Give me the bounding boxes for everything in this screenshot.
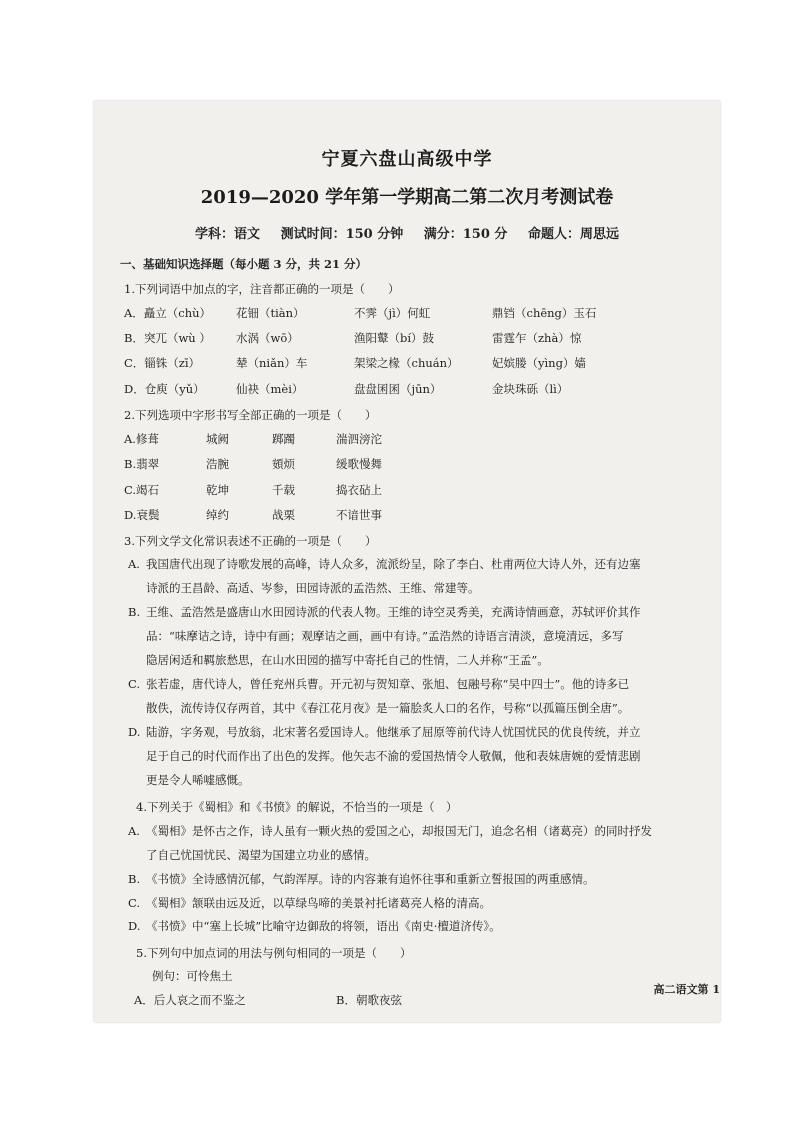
q1-option-a-1: A．矗立（chù）	[124, 306, 212, 320]
q3-option-c	[128, 672, 698, 720]
q1-option-b-4: 雷霆乍（zhà）惊	[492, 331, 582, 345]
q1-option-d-2: 仙袂（mèi）	[236, 382, 304, 396]
subject-label: 学科：语文	[195, 227, 261, 242]
q2-option-b-3: 頞烦	[272, 457, 295, 471]
q5-example: 例句：可怜焦土	[152, 969, 233, 983]
q3-option-d	[128, 720, 698, 792]
q1-option-a-3: 不霁（jì）何虹	[354, 306, 431, 320]
exam-info	[94, 223, 720, 242]
exam-paper	[94, 101, 720, 1022]
q3-option-d-line-3: 更是令人唏嘘感慨。	[146, 773, 250, 787]
q2-option-d-4: 不谙世事	[336, 508, 382, 522]
q1-option-a-4: 鼎铛（chēng）玉石	[492, 306, 597, 320]
q2-option-d-2: 绰约	[206, 508, 229, 522]
q1-option-c-3: 架梁之椽（chuán）	[354, 356, 459, 370]
q3-option-b-line-1: 王维、孟浩然是盛唐山水田园诗派的代表人物。王维的诗空灵秀美，充满诗情画意，苏轼评价其作	[146, 605, 641, 619]
q1-option-b-1: B．突兀（wù ）	[124, 331, 211, 345]
q4-option-c-line-1: 《蜀相》颔联由远及近，以草绿鸟啼的美景衬托诸葛亮人格的清高。	[146, 896, 491, 910]
q5-option-a: A．后人哀之而不鉴之	[134, 993, 246, 1007]
q4-option-a-line-2: 了自己忧国忧民、渴望为国建立功业的感情。	[146, 848, 376, 862]
q3-option-a-label: A.	[128, 557, 140, 571]
q2-option-b-1: B.翡翠	[124, 457, 160, 471]
q5-option-b: B．朝歌夜弦	[336, 993, 402, 1007]
question-2-stem: 2.下列选项中字形书写全部正确的一项是（ ）	[124, 408, 377, 422]
q2-option-d-1: D.衰鬓	[124, 508, 160, 522]
q3-option-d-line-1: 陆游，字务观，号放翁，北宋著名爱国诗人。他继承了屈原等前代诗人忧国忧民的优良传统，并立	[146, 725, 641, 739]
q4-option-a-line-1: 《蜀相》是怀古之作，诗人虽有一颗火热的爱国之心，却报国无门，追念名相（诸葛亮）的同时抒发	[146, 824, 652, 838]
q1-option-a-2: 花钿（tiàn）	[236, 306, 305, 320]
q2-option-d-3: 战栗	[272, 508, 295, 522]
duration-label: 测试时间：150 分钟	[280, 227, 404, 242]
q3-option-c-line-2: 散佚，流传诗仅存两首，其中《春江花月夜》是一篇脍炙人口的名作，号称“以孤篇压倒全唐”。	[146, 701, 630, 715]
page-footer: 高二语文第 1	[653, 983, 720, 996]
q1-option-d-3: 盘盘囷囷（jūn）	[354, 382, 442, 396]
q2-option-c-2: 乾坤	[206, 483, 229, 497]
q3-option-c-line-1: 张若虚，唐代诗人，曾任兖州兵曹。开元初与贺知章、张旭、包融号称“吴中四士”。他的诗多已	[146, 677, 630, 691]
q4-option-d	[128, 914, 698, 938]
school-name: 宁夏六盘山高级中学	[321, 149, 493, 170]
q2-option-a-4: 湍泗滂沱	[336, 432, 382, 446]
q3-option-b	[128, 600, 698, 672]
q2-option-b-2: 浩腕	[206, 457, 229, 471]
q4-option-b	[128, 867, 698, 891]
section-heading: 一、基础知识选择题（每小题 3 分，共 21 分）	[120, 257, 368, 271]
q1-option-c-4: 妃嫔媵（yìng）嫱	[492, 356, 586, 370]
full-score-label: 满分：150 分	[423, 227, 508, 242]
q2-option-c-3: 千载	[272, 483, 295, 497]
question-5-stem: 5.下列句中加点词的用法与例句相同的一项是（ ）	[136, 946, 412, 960]
q2-option-a-3: 踯躅	[272, 432, 295, 446]
q2-option-b-4: 缓歌慢舞	[336, 457, 382, 471]
q1-option-c-1: C．锱铢（zī）	[124, 356, 201, 370]
q3-option-a-line-2: 诗派的王昌龄、高适、岑参，田园诗派的孟浩然、王维、常建等。	[146, 581, 480, 595]
q4-option-c	[128, 891, 698, 915]
question-4-stem: 4.下列关于《蜀相》和《书愤》的解说，不恰当的一项是（ ）	[136, 800, 458, 814]
exam-title: 2019—2020 学年第一学期高二第二次月考测试卷	[200, 187, 614, 208]
author-label: 命题人：周思远	[527, 227, 619, 242]
q4-option-d-line-1: 《书愤》中“塞上长城”比喻守边御敌的将领，语出《南史·檀道济传》。	[146, 919, 501, 933]
q1-option-d-4: 金块珠砾（lì）	[492, 382, 569, 396]
q3-option-b-label: B.	[128, 605, 141, 619]
q1-option-d-1: D．仓庾（yǔ）	[124, 382, 205, 396]
question-1-stem: 1.下列词语中加点的字，注音都正确的一项是（ ）	[124, 282, 400, 296]
q3-option-d-line-2: 足于自己的时代而作出了出色的发挥。他矢志不渝的爱国热情令人敬佩，他和表妹唐婉的爱情悲剧	[146, 749, 641, 763]
q2-option-c-1: C.竭石	[124, 483, 160, 497]
q1-option-b-3: 渔阳鼙（bí）鼓	[354, 331, 435, 345]
q3-option-b-line-2: 品：“味摩诘之诗，诗中有画；观摩诘之画，画中有诗。”孟浩然的诗语言清淡，意境清远，多写	[146, 629, 624, 643]
q2-option-a-1: A.修葺	[124, 432, 159, 446]
q4-option-a-label: A.	[128, 824, 140, 838]
q3-option-b-line-3: 隐居闲适和羁旅愁思，在山水田园的描写中寄托自己的性情，二人并称“王孟”。	[146, 653, 549, 667]
q4-option-a	[128, 819, 698, 867]
q3-option-d-label: D.	[128, 725, 141, 739]
q1-option-c-2: 辇（niǎn）车	[236, 356, 308, 370]
q3-option-a	[128, 552, 698, 600]
q2-option-c-4: 捣衣砧上	[336, 483, 382, 497]
q4-option-d-label: D.	[128, 919, 141, 933]
q2-option-a-2: 城阙	[206, 432, 229, 446]
q3-option-a-line-1: 我国唐代出现了诗歌发展的高峰，诗人众多，流派纷呈，除了李白、杜甫两位大诗人外，还有边塞	[146, 557, 641, 571]
q4-option-c-label: C.	[128, 896, 141, 910]
q3-option-c-label: C.	[128, 677, 141, 691]
q4-option-b-label: B.	[128, 872, 141, 886]
q1-option-b-2: 水涡（wō）	[236, 331, 299, 345]
q4-option-b-line-1: 《书愤》全诗感情沉郁，气韵浑厚。诗的内容兼有追怀往事和重新立誓报国的两重感情。	[146, 872, 595, 886]
question-3-stem: 3.下列文学文化常识表述不正确的一项是（ ）	[124, 534, 377, 548]
